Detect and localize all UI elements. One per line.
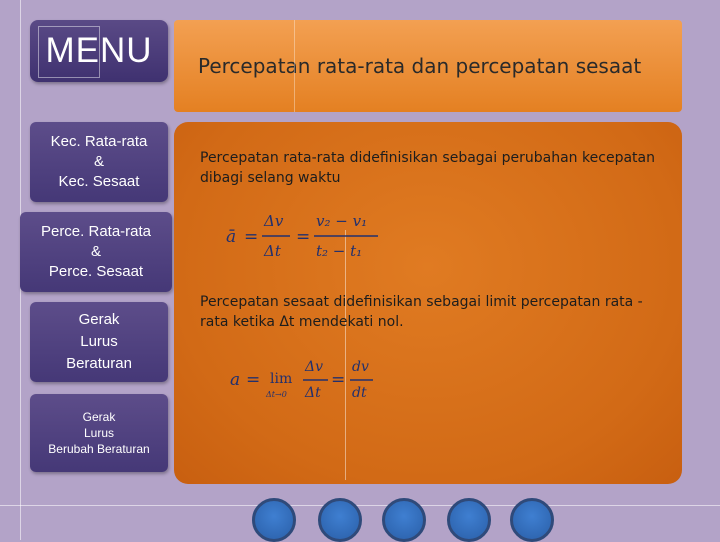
- nav-button-kecepatan[interactable]: [30, 122, 168, 202]
- circle-button-2[interactable]: [318, 498, 362, 542]
- nav-button-percepatan[interactable]: [20, 212, 172, 292]
- formula1-num2: v₂ − v₁: [316, 212, 368, 230]
- formula1-equals-2: =: [296, 227, 311, 247]
- formula1-num1: Δv: [264, 212, 284, 230]
- nav-label: Gerak Lurus Beraturan: [66, 311, 132, 372]
- menu-title: MENU: [45, 31, 153, 70]
- formula2-lim: lim: [270, 371, 293, 387]
- formula2-equals-1: =: [246, 370, 261, 390]
- frame-line-bottom: [0, 505, 720, 506]
- formula1-lhs: ā: [226, 227, 237, 247]
- title-divider: [294, 20, 295, 112]
- nav-button-glb[interactable]: [30, 302, 168, 382]
- formula2-lim-sub: Δt→0: [266, 390, 287, 399]
- menu-header: [30, 20, 168, 82]
- formula2-num2: dv: [352, 359, 369, 375]
- nav-label: Kec. Rata-rata & Kec. Sesaat: [50, 133, 148, 190]
- formula-instantaneous-acceleration: [230, 355, 380, 405]
- circle-button-1[interactable]: [252, 498, 296, 542]
- circle-button-5[interactable]: [510, 498, 554, 542]
- definition-instantaneous-acceleration: Percepatan sesaat didefinisikan sebagai limit percepatan rata -rata ketika Δt mendekati nol.: [200, 294, 643, 330]
- formula1-den2: t₂ − t₁: [316, 242, 363, 260]
- definition-average-acceleration: Percepatan rata-rata didefinisikan sebagai perubahan kecepatan dibagi selang waktu: [200, 150, 655, 186]
- formula2-den2: dt: [352, 385, 367, 401]
- nav-label: Gerak Lurus Berubah Beraturan: [48, 410, 150, 456]
- formula-average-acceleration: [226, 206, 386, 264]
- nav-label: Perce. Rata-rata & Perce. Sesaat: [40, 223, 152, 280]
- formula1-den1: Δt: [264, 242, 281, 260]
- formula1-equals-1: =: [244, 227, 259, 247]
- slide-title: Percepatan rata-rata dan percepatan sesaat: [198, 54, 642, 78]
- formula2-equals-2: =: [331, 370, 346, 390]
- circle-button-3[interactable]: [382, 498, 426, 542]
- formula2-den1: Δt: [305, 385, 321, 401]
- circle-button-4[interactable]: [447, 498, 491, 542]
- nav-button-glbb[interactable]: [30, 394, 168, 472]
- slide-title-box: [174, 20, 682, 112]
- formula2-lhs: a: [230, 370, 241, 390]
- formula2-num1: Δv: [305, 359, 324, 375]
